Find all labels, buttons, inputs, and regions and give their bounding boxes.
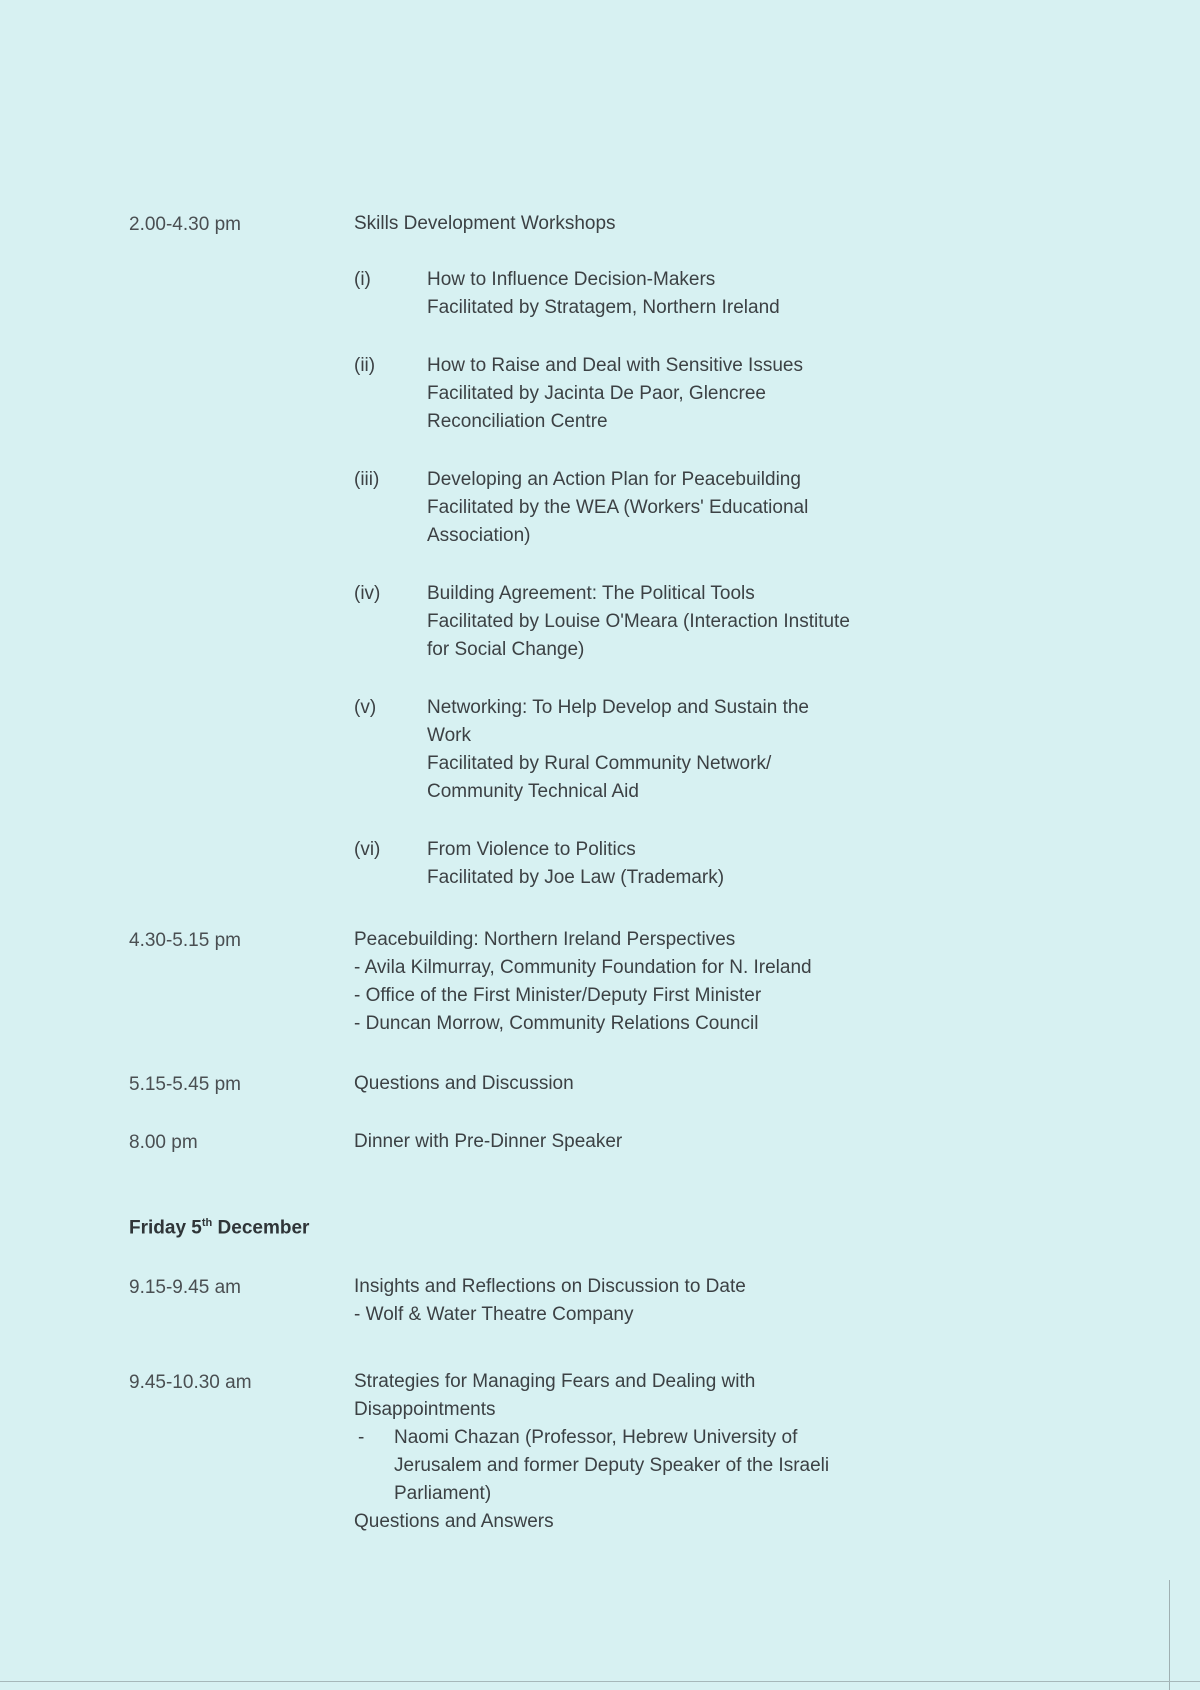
workshop-line: Community Technical Aid	[427, 781, 639, 802]
workshop-item	[354, 694, 974, 806]
workshop-line: Facilitated by Louise O'Meara (Interaction Institute	[427, 611, 850, 632]
session-title: Questions and Discussion	[354, 1073, 574, 1094]
workshop-item	[354, 266, 974, 322]
workshop-line: Reconciliation Centre	[427, 411, 608, 432]
session-title: Strategies for Managing Fears and Dealing with Disappointments	[354, 1371, 756, 1420]
workshop-line: Facilitated by Joe Law (Trademark)	[427, 867, 725, 888]
workshop-number: (ii)	[354, 355, 376, 376]
workshop-number: (iv)	[354, 583, 381, 604]
workshop-description	[427, 352, 974, 436]
session-title: Dinner with Pre-Dinner Speaker	[354, 1131, 623, 1152]
workshop-item	[354, 352, 974, 436]
workshop-item	[354, 466, 974, 550]
session-title: Insights and Reflections on Discussion to Date	[354, 1276, 746, 1297]
workshop-description	[427, 266, 974, 322]
workshop-line: Facilitated by Rural Community Network/	[427, 753, 772, 774]
workshop-line: Association)	[427, 525, 531, 546]
session-time: 8.00 pm	[129, 1132, 198, 1153]
workshop-description	[427, 694, 974, 806]
page-bottom-edge	[0, 1681, 1200, 1682]
speaker-list	[354, 954, 974, 1038]
workshop-number: (v)	[354, 697, 377, 718]
workshop-description	[427, 466, 974, 550]
workshop-line: How to Influence Decision-Makers	[427, 269, 716, 290]
session-time: 9.15-9.45 am	[129, 1277, 241, 1298]
session-time: 9.45-10.30 am	[129, 1372, 252, 1393]
session-closing: Questions and Answers	[354, 1511, 554, 1532]
speaker-item: - Office of the First Minister/Deputy First Minister	[354, 982, 974, 1010]
session-time: 5.15-5.45 pm	[129, 1074, 241, 1095]
day-heading: Friday 5th December	[129, 1217, 310, 1239]
workshop-line: Building Agreement: The Political Tools	[427, 583, 755, 604]
workshop-description	[427, 836, 974, 892]
workshop-line: How to Raise and Deal with Sensitive Issues	[427, 355, 803, 376]
workshop-line: Developing an Action Plan for Peacebuilding	[427, 469, 801, 490]
workshop-line: Work	[427, 725, 471, 746]
speaker-item: - Duncan Morrow, Community Relations Council	[354, 1010, 974, 1038]
workshop-number: (i)	[354, 269, 371, 290]
workshop-number: (iii)	[354, 469, 380, 490]
session-subtitle: - Wolf & Water Theatre Company	[354, 1304, 634, 1325]
workshop-line: Facilitated by Jacinta De Paor, Glencree	[427, 383, 767, 404]
speaker-bullet: - Naomi Chazan (Professor, Hebrew University of Jerusalem and former Deputy Speaker of the Israeli Parliament)	[358, 1427, 830, 1504]
workshop-number: (vi)	[354, 839, 381, 860]
session-time: 4.30-5.15 pm	[129, 930, 241, 951]
page-edge-line	[1169, 1580, 1170, 1690]
speaker-item: - Avila Kilmurray, Community Foundation for N. Ireland	[354, 954, 974, 982]
workshop-description	[427, 580, 974, 664]
workshop-line: From Violence to Politics	[427, 839, 636, 860]
workshop-line: for Social Change)	[427, 639, 585, 660]
workshop-item	[354, 580, 974, 664]
workshop-line: Networking: To Help Develop and Sustain the	[427, 697, 809, 718]
session-title: Peacebuilding: Northern Ireland Perspectives	[354, 929, 736, 950]
workshop-line: Facilitated by the WEA (Workers' Educational	[427, 497, 809, 518]
workshop-list	[354, 266, 974, 892]
workshop-item	[354, 836, 974, 892]
session-title: Skills Development Workshops	[354, 213, 616, 234]
workshop-line: Facilitated by Stratagem, Northern Ireland	[427, 297, 780, 318]
session-time: 2.00-4.30 pm	[129, 214, 241, 235]
